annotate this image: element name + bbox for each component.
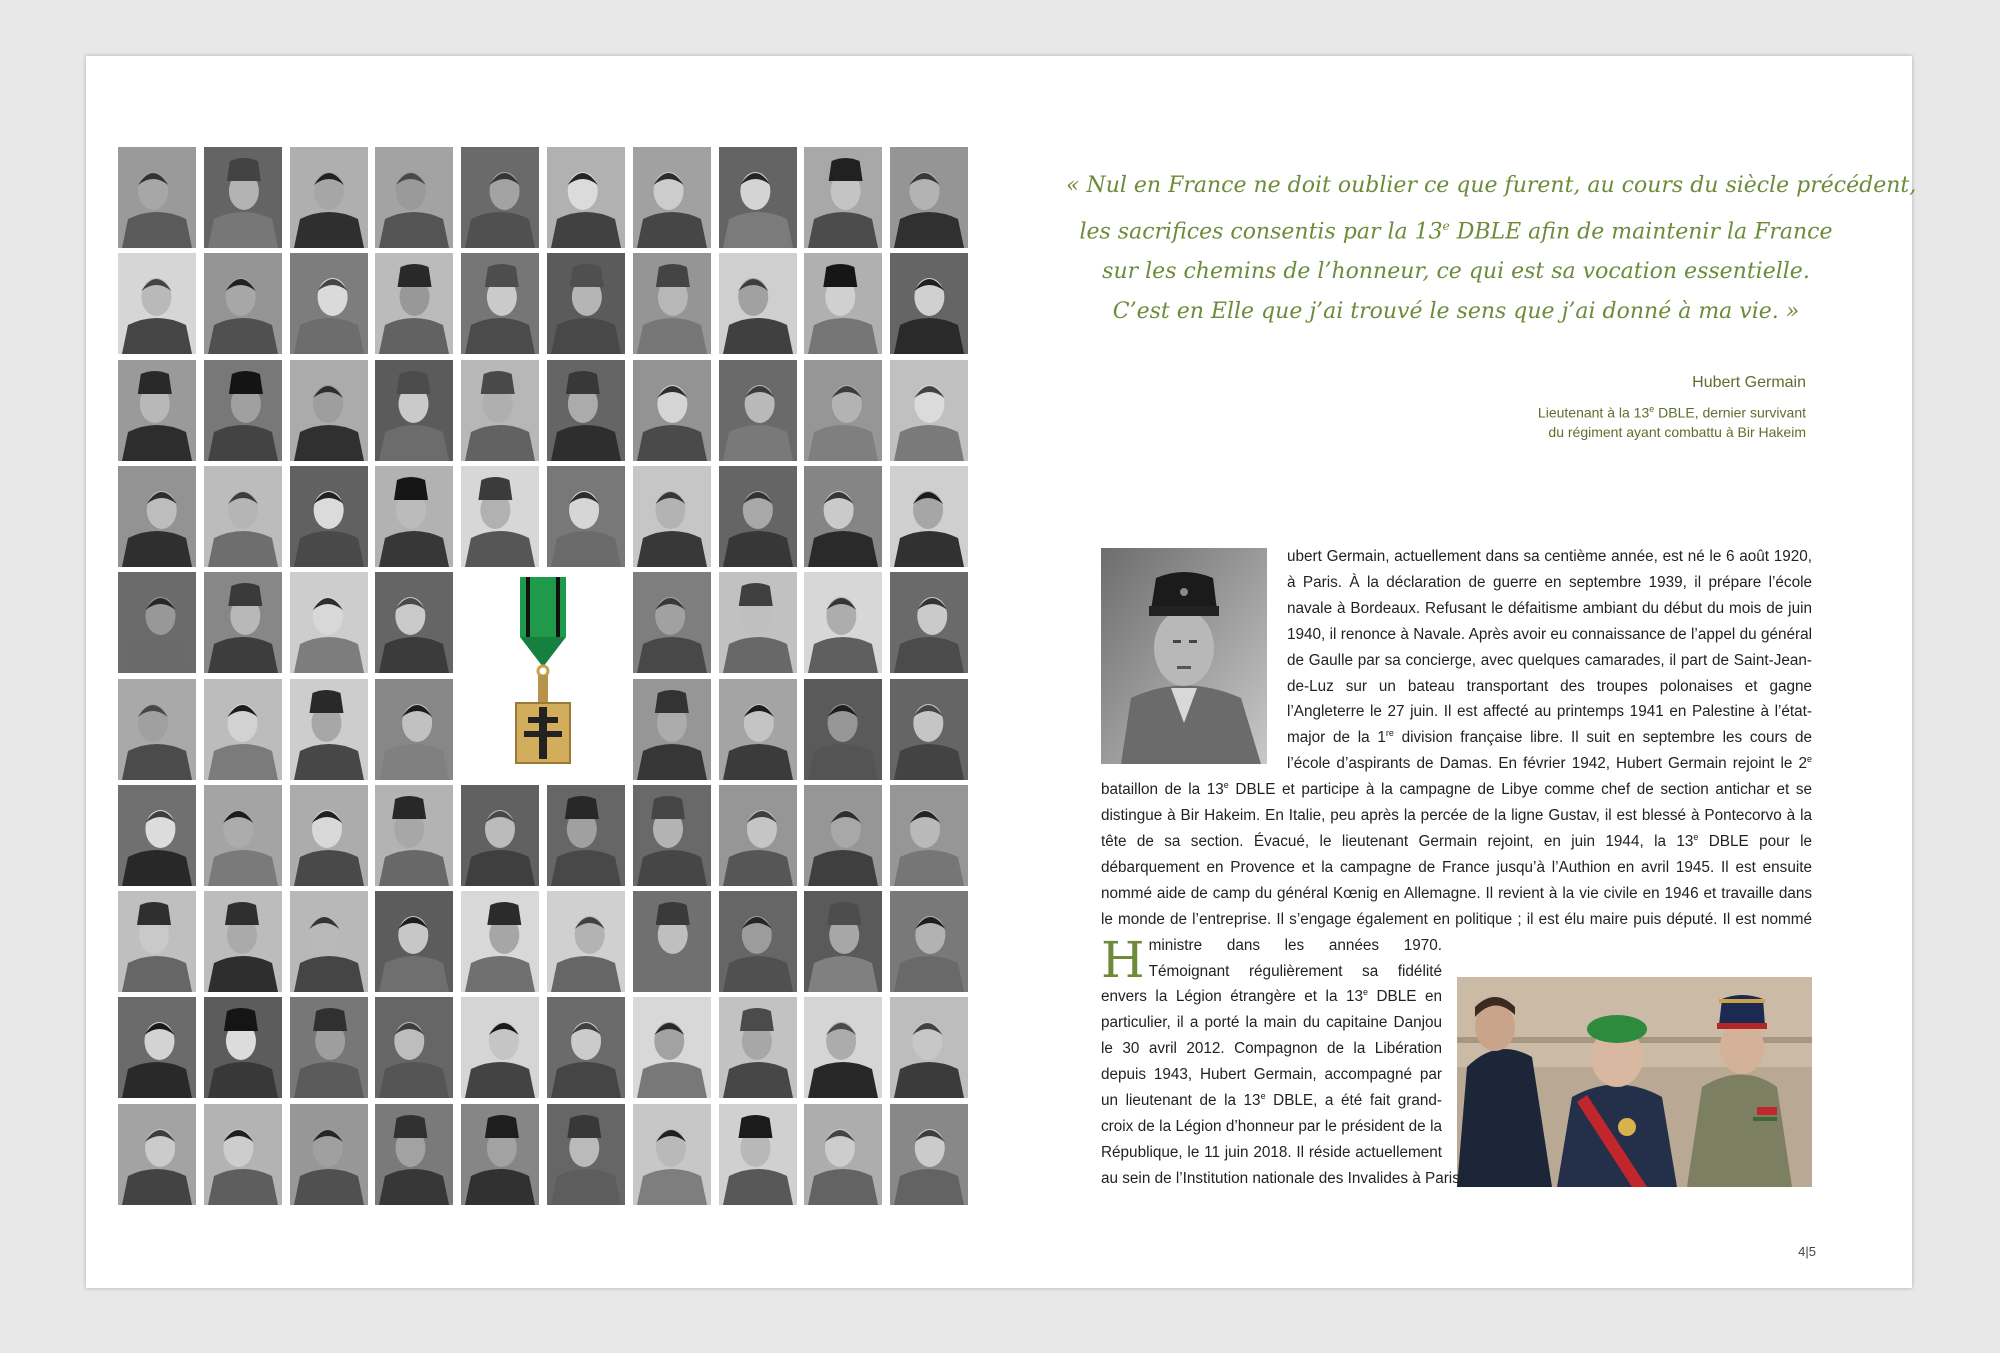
attribution-role: du régiment ayant combattu à Bir Hakeim [1548, 423, 1806, 440]
portrait-thumbnail [118, 679, 196, 780]
quote-block [1066, 166, 1917, 332]
page-number: 4|5 [1798, 1244, 1816, 1259]
portrait-thumbnail [804, 785, 882, 886]
portrait-thumbnail [547, 466, 625, 567]
portrait-thumbnail [375, 785, 453, 886]
portrait-thumbnail [290, 253, 368, 354]
portrait-thumbnail [804, 253, 882, 354]
portrait-thumbnail [290, 891, 368, 992]
portrait-thumbnail [204, 997, 282, 1098]
portrait-thumbnail [118, 466, 196, 567]
portrait-thumbnail [290, 785, 368, 886]
portrait-thumbnail [375, 891, 453, 992]
portrait-thumbnail [633, 997, 711, 1098]
portrait-thumbnail [804, 891, 882, 992]
portrait-thumbnail [547, 147, 625, 248]
portrait-thumbnail [290, 679, 368, 780]
portrait-thumbnail [890, 147, 968, 248]
portrait-thumbnail [890, 253, 968, 354]
portrait-thumbnail [461, 891, 539, 992]
portrait-thumbnail [375, 147, 453, 248]
portrait-thumbnail [719, 997, 797, 1098]
portrait-thumbnail [719, 360, 797, 461]
portrait-thumbnail [633, 1104, 711, 1205]
portrait-thumbnail [633, 891, 711, 992]
portrait-thumbnail [719, 572, 797, 673]
portrait-thumbnail [375, 572, 453, 673]
portrait-thumbnail [804, 997, 882, 1098]
portrait-thumbnail [547, 785, 625, 886]
portrait-thumbnail [890, 785, 968, 886]
portrait-thumbnail [461, 785, 539, 886]
portrait-thumbnail [204, 679, 282, 780]
portrait-thumbnail [118, 997, 196, 1098]
portrait-thumbnail [290, 1104, 368, 1205]
attribution-name: Hubert Germain [1692, 374, 1806, 391]
portrait-thumbnail [118, 360, 196, 461]
portrait-thumbnail [375, 466, 453, 567]
liberation-cross-medal [462, 575, 624, 777]
portrait-thumbnail [375, 1104, 453, 1205]
portrait-thumbnail [547, 1104, 625, 1205]
portrait-thumbnail [461, 147, 539, 248]
quote-line: « Nul en France ne doit oublier ce que furent, au cours du siècle précédent, [1066, 173, 1917, 198]
portrait-thumbnail [804, 147, 882, 248]
portrait-thumbnail [118, 1104, 196, 1205]
portrait-thumbnail [547, 360, 625, 461]
portrait-thumbnail [290, 572, 368, 673]
portrait-thumbnail [719, 147, 797, 248]
portrait-thumbnail [118, 253, 196, 354]
portrait-thumbnail [547, 891, 625, 992]
portrait-thumbnail [633, 679, 711, 780]
portrait-thumbnail [890, 997, 968, 1098]
portrait-thumbnail [118, 785, 196, 886]
portrait-thumbnail [461, 466, 539, 567]
portrait-thumbnail [804, 360, 882, 461]
portrait-thumbnail [719, 891, 797, 992]
portrait-thumbnail [804, 679, 882, 780]
portrait-thumbnail [204, 466, 282, 567]
portrait-thumbnail [204, 360, 282, 461]
portrait-thumbnail [547, 253, 625, 354]
portrait-thumbnail [804, 572, 882, 673]
portrait-thumbnail [375, 360, 453, 461]
quote-attribution [1306, 372, 1806, 442]
attribution-role: Lieutenant à la 13e DBLE, dernier survivant [1537, 404, 1806, 421]
portrait-thumbnail [719, 679, 797, 780]
portrait-thumbnail [375, 679, 453, 780]
portrait-thumbnail [890, 360, 968, 461]
portrait-thumbnail [375, 997, 453, 1098]
drop-cap: H [1101, 931, 1145, 989]
portrait-thumbnail [719, 253, 797, 354]
portrait-thumbnail [890, 891, 968, 992]
portrait-thumbnail [633, 572, 711, 673]
portrait-thumbnail [890, 466, 968, 567]
portrait-thumbnail [461, 1104, 539, 1205]
portrait-thumbnail [290, 997, 368, 1098]
portrait-thumbnail [118, 147, 196, 248]
portrait-thumbnail [118, 891, 196, 992]
portrait-thumbnail [290, 360, 368, 461]
portrait-thumbnail [547, 997, 625, 1098]
portrait-thumbnail [204, 253, 282, 354]
biography-text: H ubert Germain, actuellement dans sa centième année, est né le 6 août 1920, à Paris. À la déclaration de guerre en septembre 1939, il prépare l’école navale à Bordeaux. Refusant le défaitisme ambiant du début du mois de juin 1940, il renonce à Navale. Après avoir eu connaissance de l’appel du général de Gaulle par sa concierge, avec quelques camarades, il part de Saint-Jean-de-Luz sur un bateau transportant des troupes polonaises et gagne l’Angleterre le 27 juin. Il est affecté au printemps 1941 en Palestine à l’état-major de la 1re division française libre. Il suit en septembre les cours de l’école d’aspirants de Damas. En février 1942, Hubert Germain rejoint le 2e bataillon de la 13e DBLE et participe à la campagne de Libye comme chef de section antichar et se distingue à Bir Hakeim. En Italie, peu après la percée de la ligne Gustav, il est blessé à Pontecorvo à la tête de sa section. Évacué, le lieutenant Germain rejoint, en juin 1944, la 13e DBLE pour le débarquement en Provence et la campagne de France jusqu’à l’Authion en avril 1945. Il est ensuite nommé aide de camp du général Kœnig en Allemagne. Il revient à la vie civile en 1946 et travaille dans le monde de l’entreprise. Il s’engage également en politique ; il est élu maire puis député. Il est nommé ministre dans les années 1970. Témoignant régulièrement sa fidélité envers la Légion étrangère et la 13e DBLE en particulier, il a porté la main du capitaine Danjou le 30 avril 2012. Compagnon de la Libération depuis 1943, Hubert Germain, accompagné par un lieutenant de la 13e DBLE, a été fait grand-croix de la Légion d’honneur par le président de la République, le 11 juin 2018. Il réside actuellement au sein de l’Institution nationale des Invalides à Paris. [1101, 548, 1812, 1187]
portrait-thumbnail [633, 785, 711, 886]
portrait-thumbnail [890, 1104, 968, 1205]
portrait-thumbnail [633, 360, 711, 461]
portrait-thumbnail [204, 891, 282, 992]
portrait-thumbnail [118, 572, 196, 673]
book-spread [86, 56, 1917, 1288]
portrait-thumbnail [633, 147, 711, 248]
portrait-thumbnail [375, 253, 453, 354]
portrait-thumbnail [804, 466, 882, 567]
portrait-thumbnail [461, 360, 539, 461]
portrait-thumbnail [461, 997, 539, 1098]
portrait-thumbnail [204, 572, 282, 673]
portrait-grid [118, 147, 968, 1203]
portrait-thumbnail [719, 1104, 797, 1205]
portrait-thumbnail [890, 679, 968, 780]
portrait-thumbnail [633, 253, 711, 354]
portrait-thumbnail [633, 466, 711, 567]
quote-line: sur les chemins de l’honneur, ce qui est sa vocation essentielle. [1102, 259, 1810, 285]
portrait-thumbnail [290, 147, 368, 248]
portrait-thumbnail [204, 147, 282, 248]
quote-line: C’est en Elle que j’ai trouvé le sens que j’ai donné à ma vie. » [1112, 299, 1800, 325]
portrait-thumbnail [804, 1104, 882, 1205]
portrait-thumbnail [461, 253, 539, 354]
quote-line: les sacrifices consentis par la 13e DBLE afin de maintenir la France [1079, 219, 1833, 245]
portrait-thumbnail [204, 1104, 282, 1205]
portrait-thumbnail [890, 572, 968, 673]
portrait-thumbnail [290, 466, 368, 567]
portrait-thumbnail [719, 785, 797, 886]
portrait-thumbnail [719, 466, 797, 567]
portrait-thumbnail [204, 785, 282, 886]
